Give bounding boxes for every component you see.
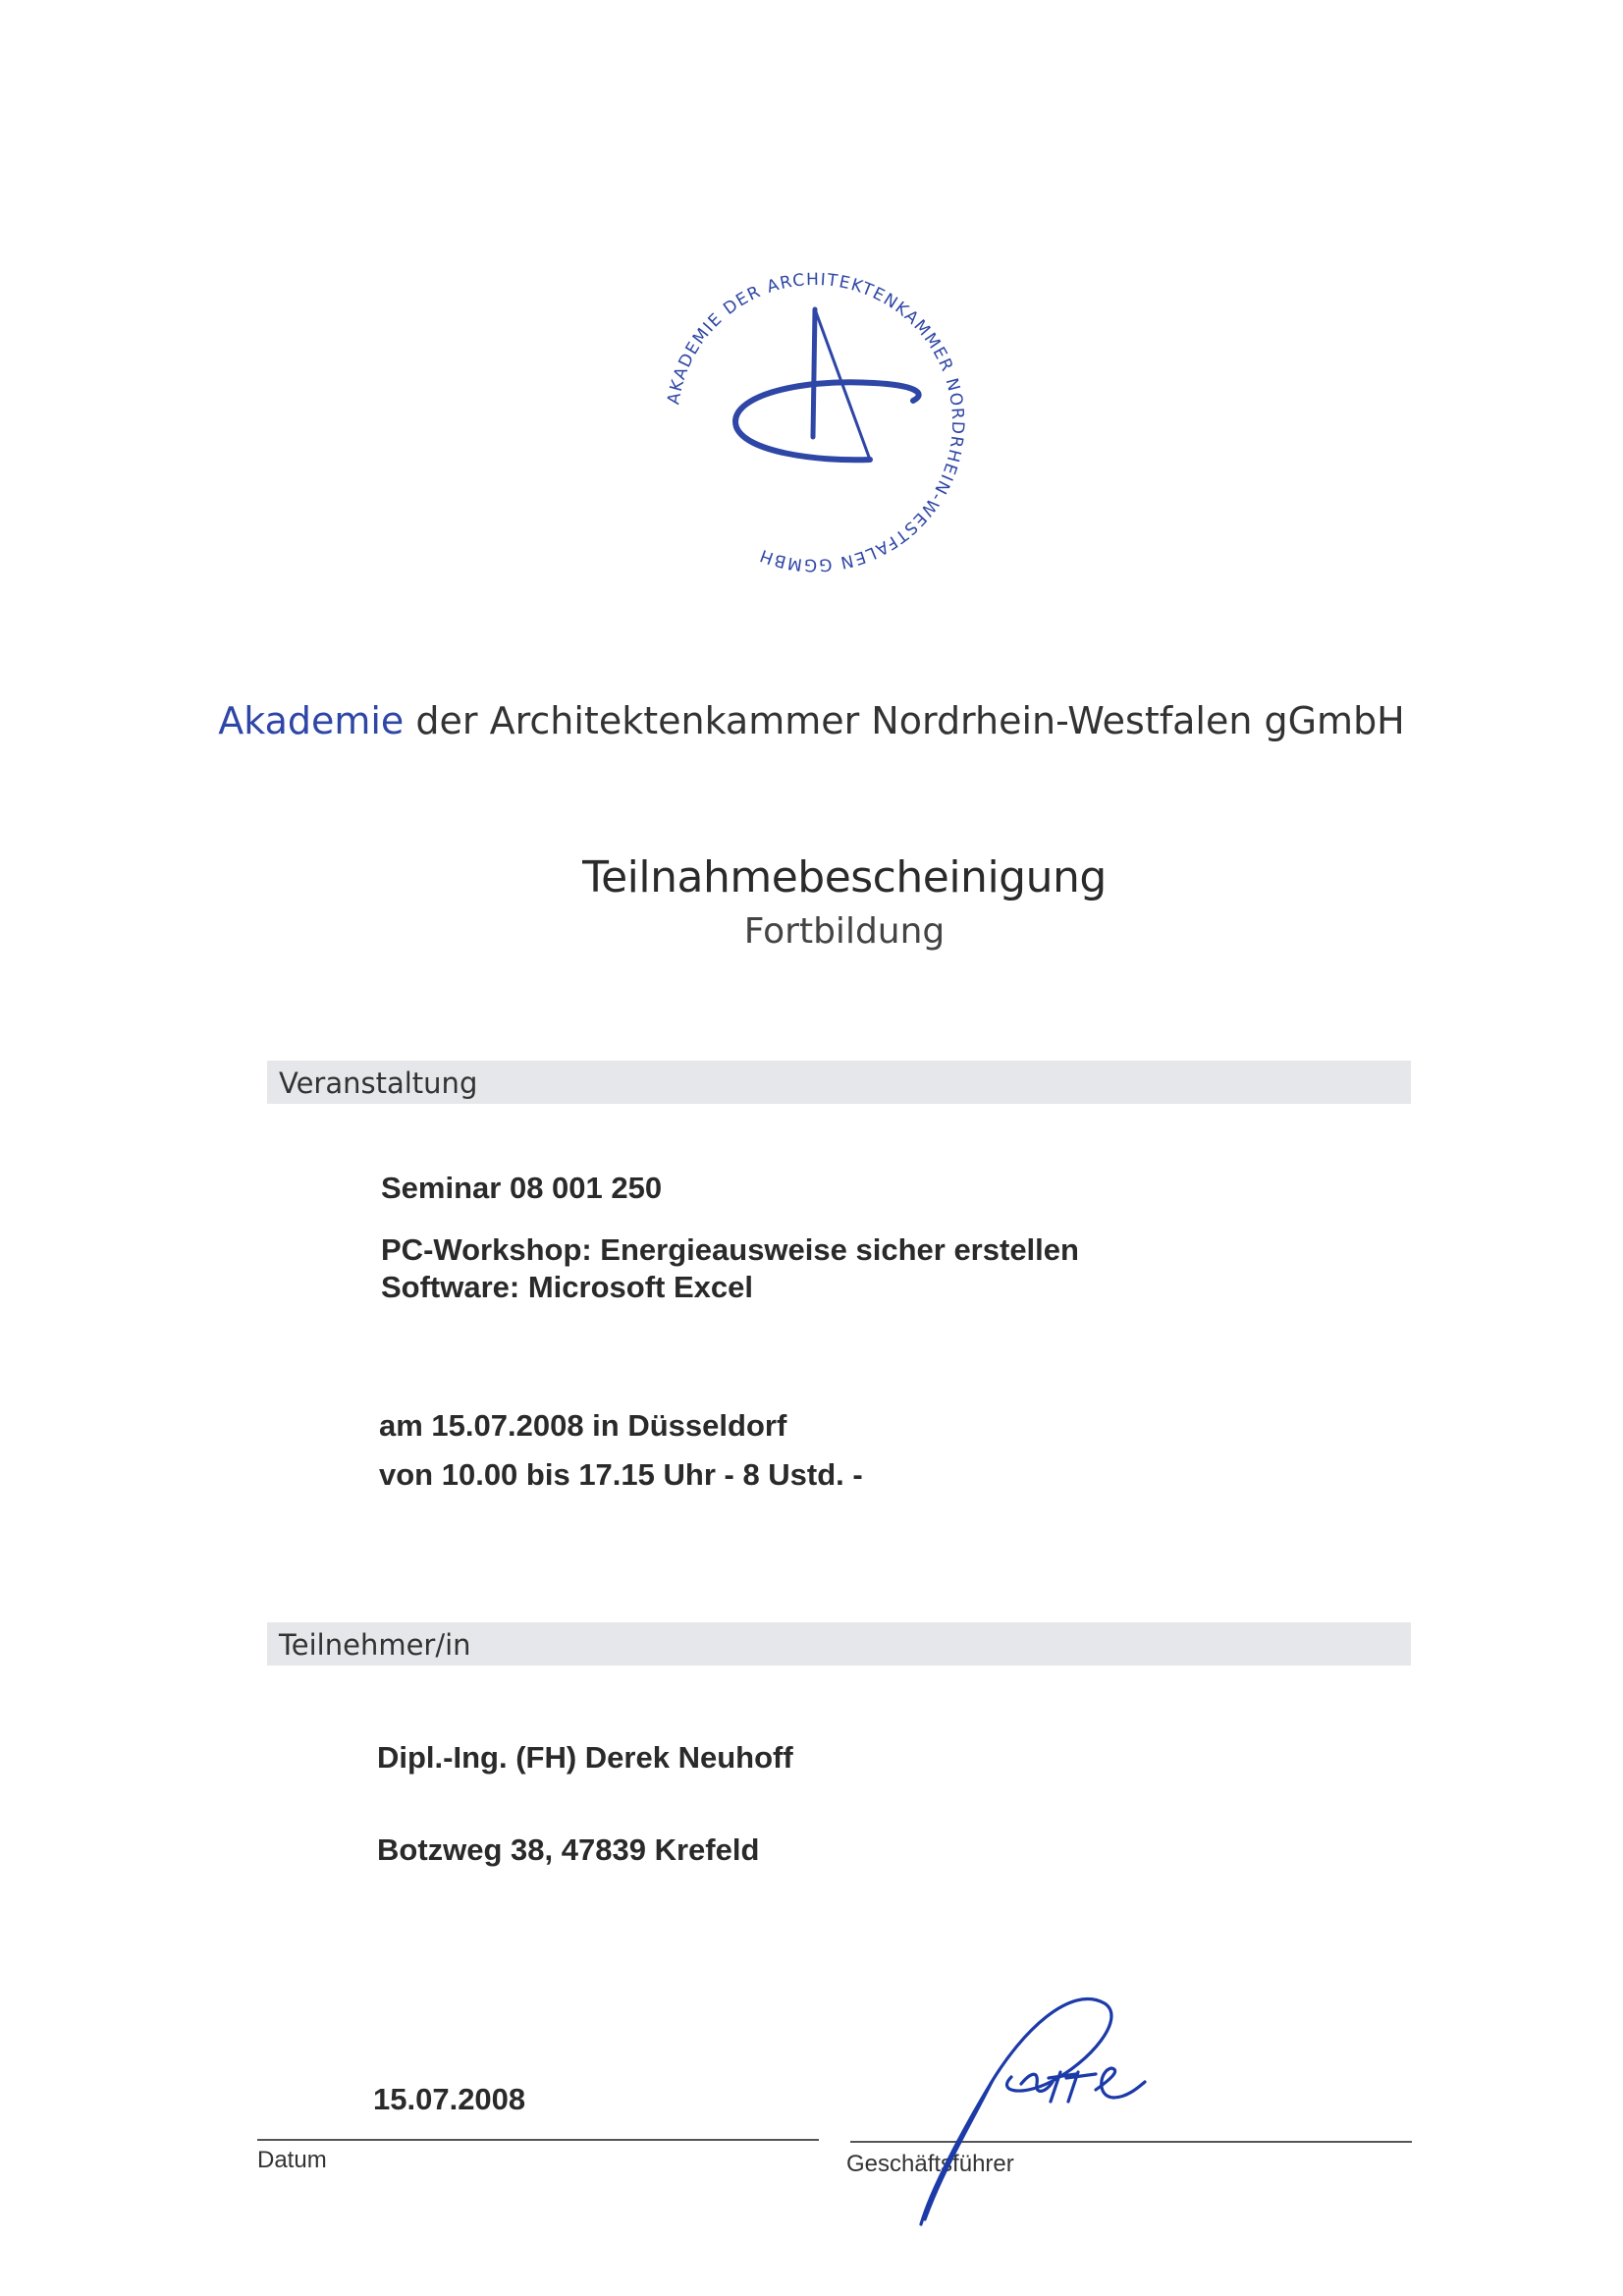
signer-label: Geschäftsführer [846,2151,1014,2177]
event-date-place: am 15.07.2008 in Düsseldorf [379,1408,787,1443]
document-title: Teilnahmebescheinigung [582,852,1107,902]
participant-section-bar [267,1622,1411,1666]
seminar-number: Seminar 08 001 250 [381,1171,663,1205]
svg-text:AKADEMIE DER ARCHITEKTENKAMMER: AKADEMIE DER ARCHITEKTENKAMMER NORDRHEIN-WESTFALEN GGMBH [664,269,968,575]
participant-section-label: Teilnehmer/in [279,1628,471,1662]
event-section-label: Veranstaltung [279,1066,478,1100]
event-time: von 10.00 bis 17.15 Uhr - 8 Ustd. - [379,1457,863,1492]
org-rest: der Architektenkammer Nordrhein-Westfalen gGmbH [415,699,1405,742]
date-label: Datum [257,2147,327,2173]
participant-name: Dipl.-Ing. (FH) Derek Neuhoff [377,1740,793,1775]
date-line [257,2139,819,2141]
issue-date: 15.07.2008 [373,2082,526,2116]
document-subtitle: Fortbildung [743,911,946,952]
org-highlight: Akademie [218,699,405,742]
participant-address: Botzweg 38, 47839 Krefeld [377,1832,760,1867]
handwritten-signature [903,1974,1227,2239]
academy-seal-logo [628,236,1001,609]
organisation-name [0,699,1623,742]
event-section-bar [267,1061,1411,1104]
course-title: PC-Workshop: Energieausweise sicher erstellen [381,1232,1079,1267]
course-software: Software: Microsoft Excel [381,1270,753,1304]
